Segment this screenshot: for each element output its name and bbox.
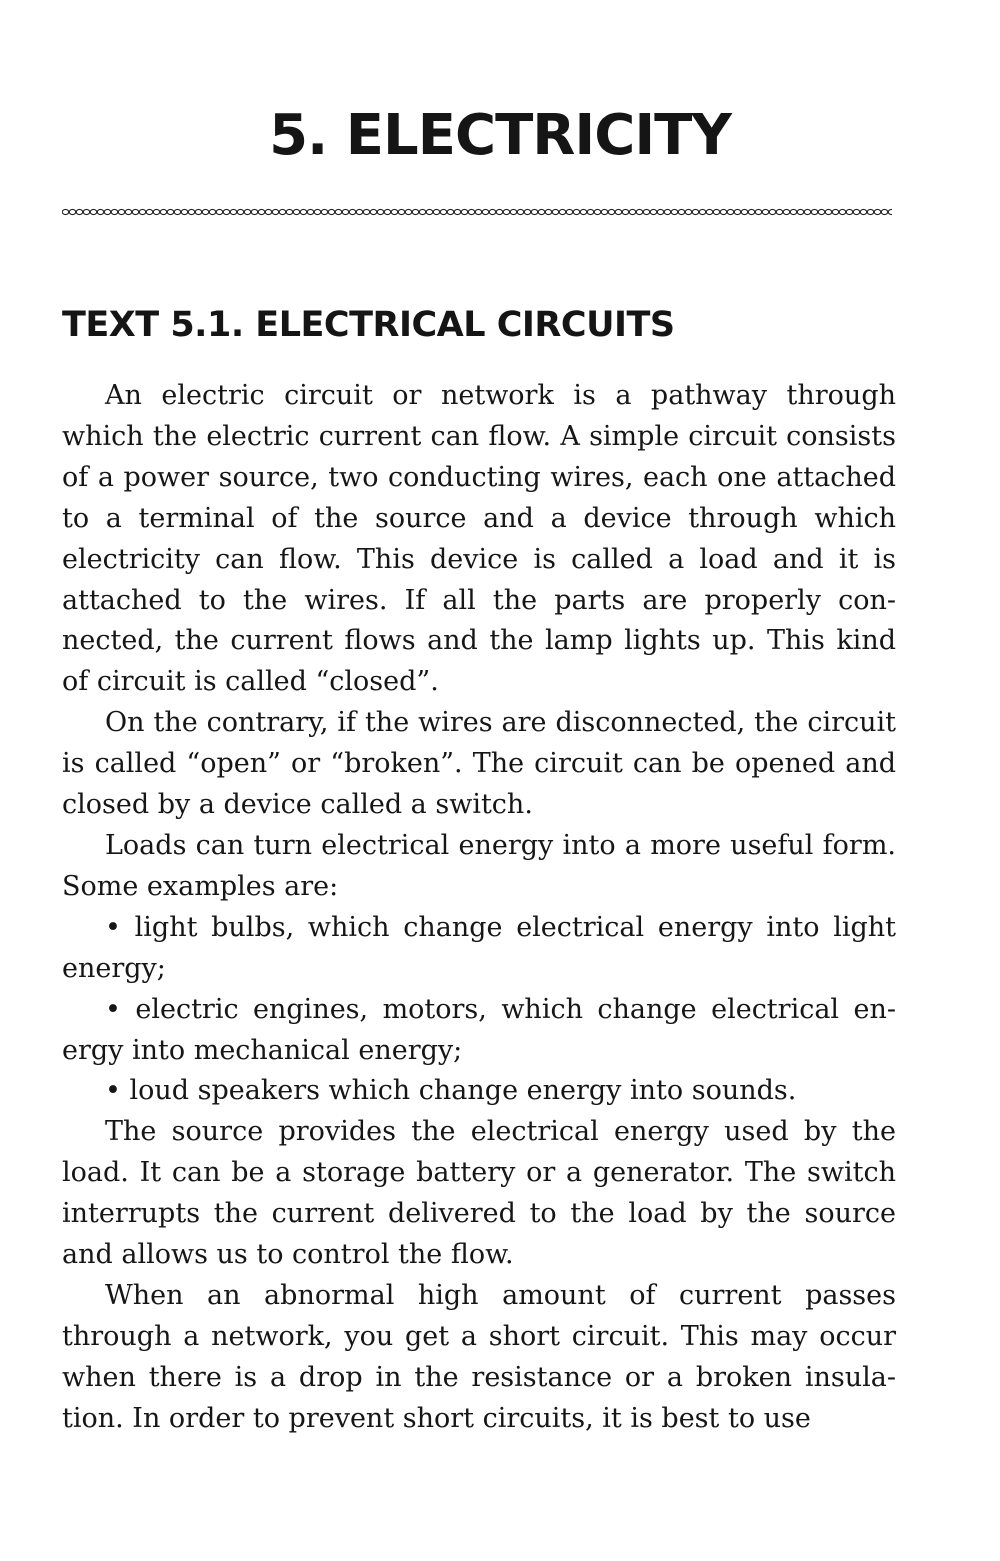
bullet-item: • electric engines, motors, which change electrical energy into mechanical energy; bbox=[62, 993, 896, 1066]
paragraph: An electric circuit or network is a pathway through which the electric current can flow. A simple circuit consists of a power source, two conducting wires, each one attached to a terminal of the source and a device through which electricity can flow. This device is called a load and it is attached to the wires. If all the parts are properly connected, the current flows and the lamp lights up. This kind of circuit is called “closed”. bbox=[62, 380, 896, 698]
paragraph: When an abnormal high amount of current passes through a network, you get a short circuit. This may occur when there is a drop in the resistance or a broken insulation. In order to prevent short circuits, it is best to use bbox=[62, 1279, 896, 1434]
body-text bbox=[62, 376, 896, 1440]
chapter-title: 5. ELECTRICITY bbox=[269, 103, 731, 168]
bullet-item: • loud speakers which change energy into sounds. bbox=[105, 1075, 797, 1107]
bullet-item: • light bulbs, which change electrical energy into light energy; bbox=[62, 911, 896, 984]
paragraph: The source provides the electrical energy used by the load. It can be a storage battery or a generator. The switch interrupts the current delivered to the load by the source and allows us to control the flow. bbox=[62, 1116, 896, 1271]
paragraph: On the contrary, if the wires are disconnected, the circuit is called “open” or “broken”. The circuit can be opened and closed by a device called a switch. bbox=[62, 707, 896, 821]
paragraph: Loads can turn electrical energy into a more useful form. Some examples are: bbox=[62, 829, 896, 902]
ornamental-divider bbox=[62, 207, 892, 217]
section-title: TEXT 5.1. ELECTRICAL CIRCUITS bbox=[62, 305, 675, 345]
